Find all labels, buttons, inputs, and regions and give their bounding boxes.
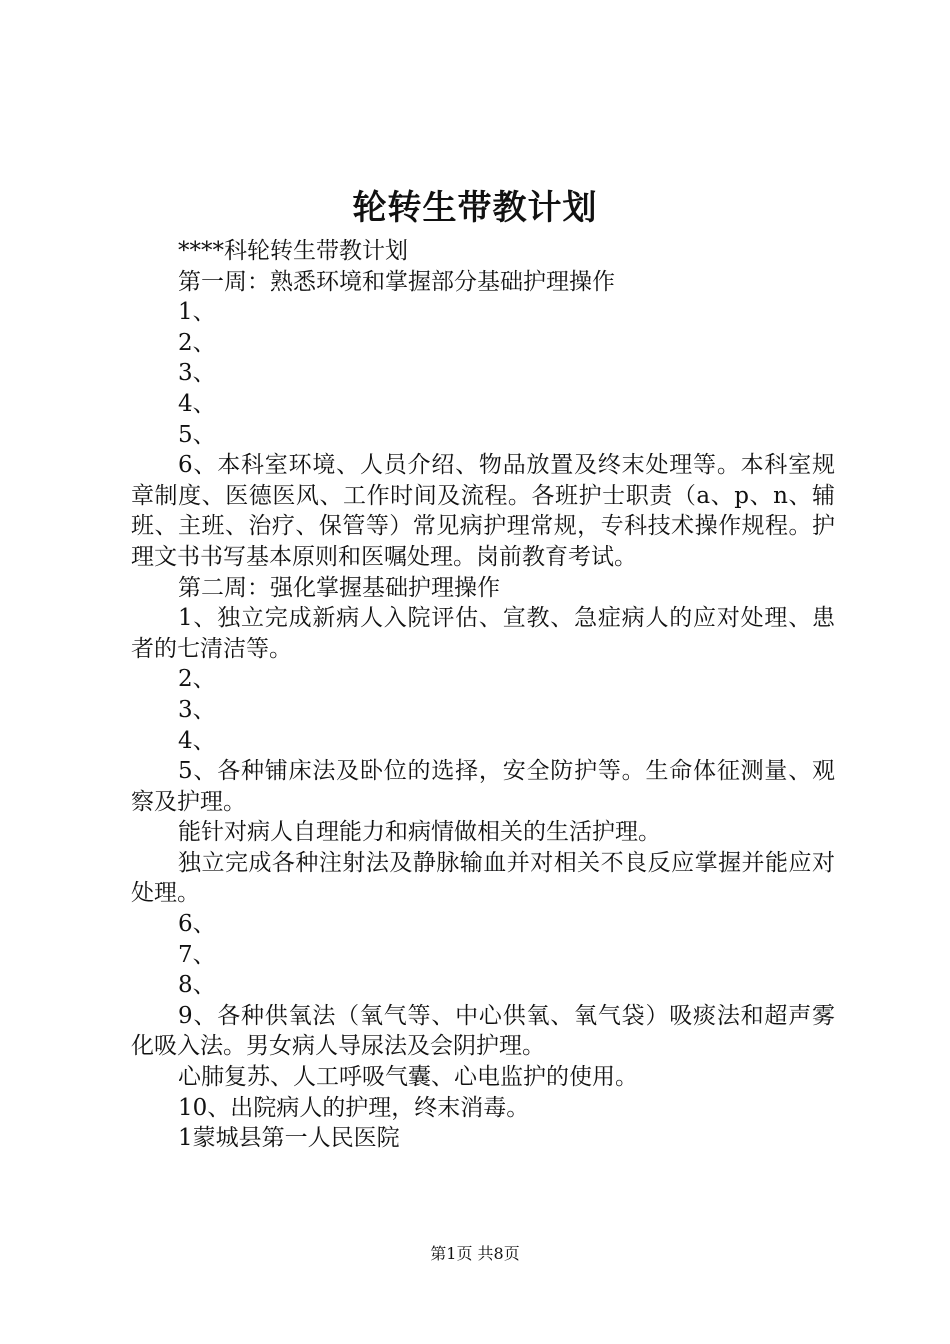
document-title: 轮转生带教计划 bbox=[352, 188, 598, 228]
page-number-footer: 第1页 共8页 bbox=[430, 1244, 520, 1263]
paragraph: 5、 bbox=[178, 421, 216, 448]
paragraph: ****科轮转生带教计划 bbox=[178, 238, 408, 264]
paragraph: 10、出院病人的护理，终末消毒。 bbox=[178, 1094, 530, 1121]
paragraph: 独立完成各种注射法及静脉输血并对相关不良反应掌握并能应对处理。 bbox=[131, 849, 835, 907]
paragraph: 4、 bbox=[178, 727, 216, 754]
paragraph: 2、 bbox=[178, 329, 216, 356]
paragraph: 7、 bbox=[178, 941, 216, 968]
paragraph: 第一周：熟悉环境和掌握部分基础护理操作 bbox=[178, 268, 615, 295]
paragraph: 1、 bbox=[178, 299, 216, 326]
paragraph: 3、 bbox=[178, 360, 216, 387]
paragraph: 6、本科室环境、人员介绍、物品放置及终末处理等。本科室规章制度、医德医风、工作时间及流程。各班护士职责（a、p、n、辅班、主班、治疗、保管等）常见病护理常规，专科技术操作规程。护理文书书写基本原则和医嘱处理。岗前教育考试。 bbox=[131, 452, 835, 570]
paragraph: 4、 bbox=[178, 390, 216, 417]
paragraph: 8、 bbox=[178, 972, 216, 999]
paragraph: 6、 bbox=[178, 911, 216, 938]
paragraph: 1蒙城县第一人民医院 bbox=[178, 1125, 400, 1152]
paragraph: 2、 bbox=[178, 666, 216, 693]
paragraph: 3、 bbox=[178, 696, 216, 723]
paragraph: 心肺复苏、人工呼吸气囊、心电监护的使用。 bbox=[178, 1064, 638, 1091]
paragraph: 9、各种供氧法（氧气等、中心供氧、氧气袋）吸痰法和超声雾化吸入法。男女病人导尿法及会阴护理。 bbox=[131, 1002, 835, 1060]
paragraph: 能针对病人自理能力和病情做相关的生活护理。 bbox=[178, 819, 661, 846]
paragraph: 1、独立完成新病人入院评估、宣教、急症病人的应对处理、患者的七清洁等。 bbox=[131, 605, 835, 662]
document-body bbox=[131, 236, 835, 1154]
paragraph: 5、各种铺床法及卧位的选择，安全防护等。生命体征测量、观察及护理。 bbox=[131, 758, 835, 815]
paragraph: 第二周：强化掌握基础护理操作 bbox=[178, 574, 500, 601]
